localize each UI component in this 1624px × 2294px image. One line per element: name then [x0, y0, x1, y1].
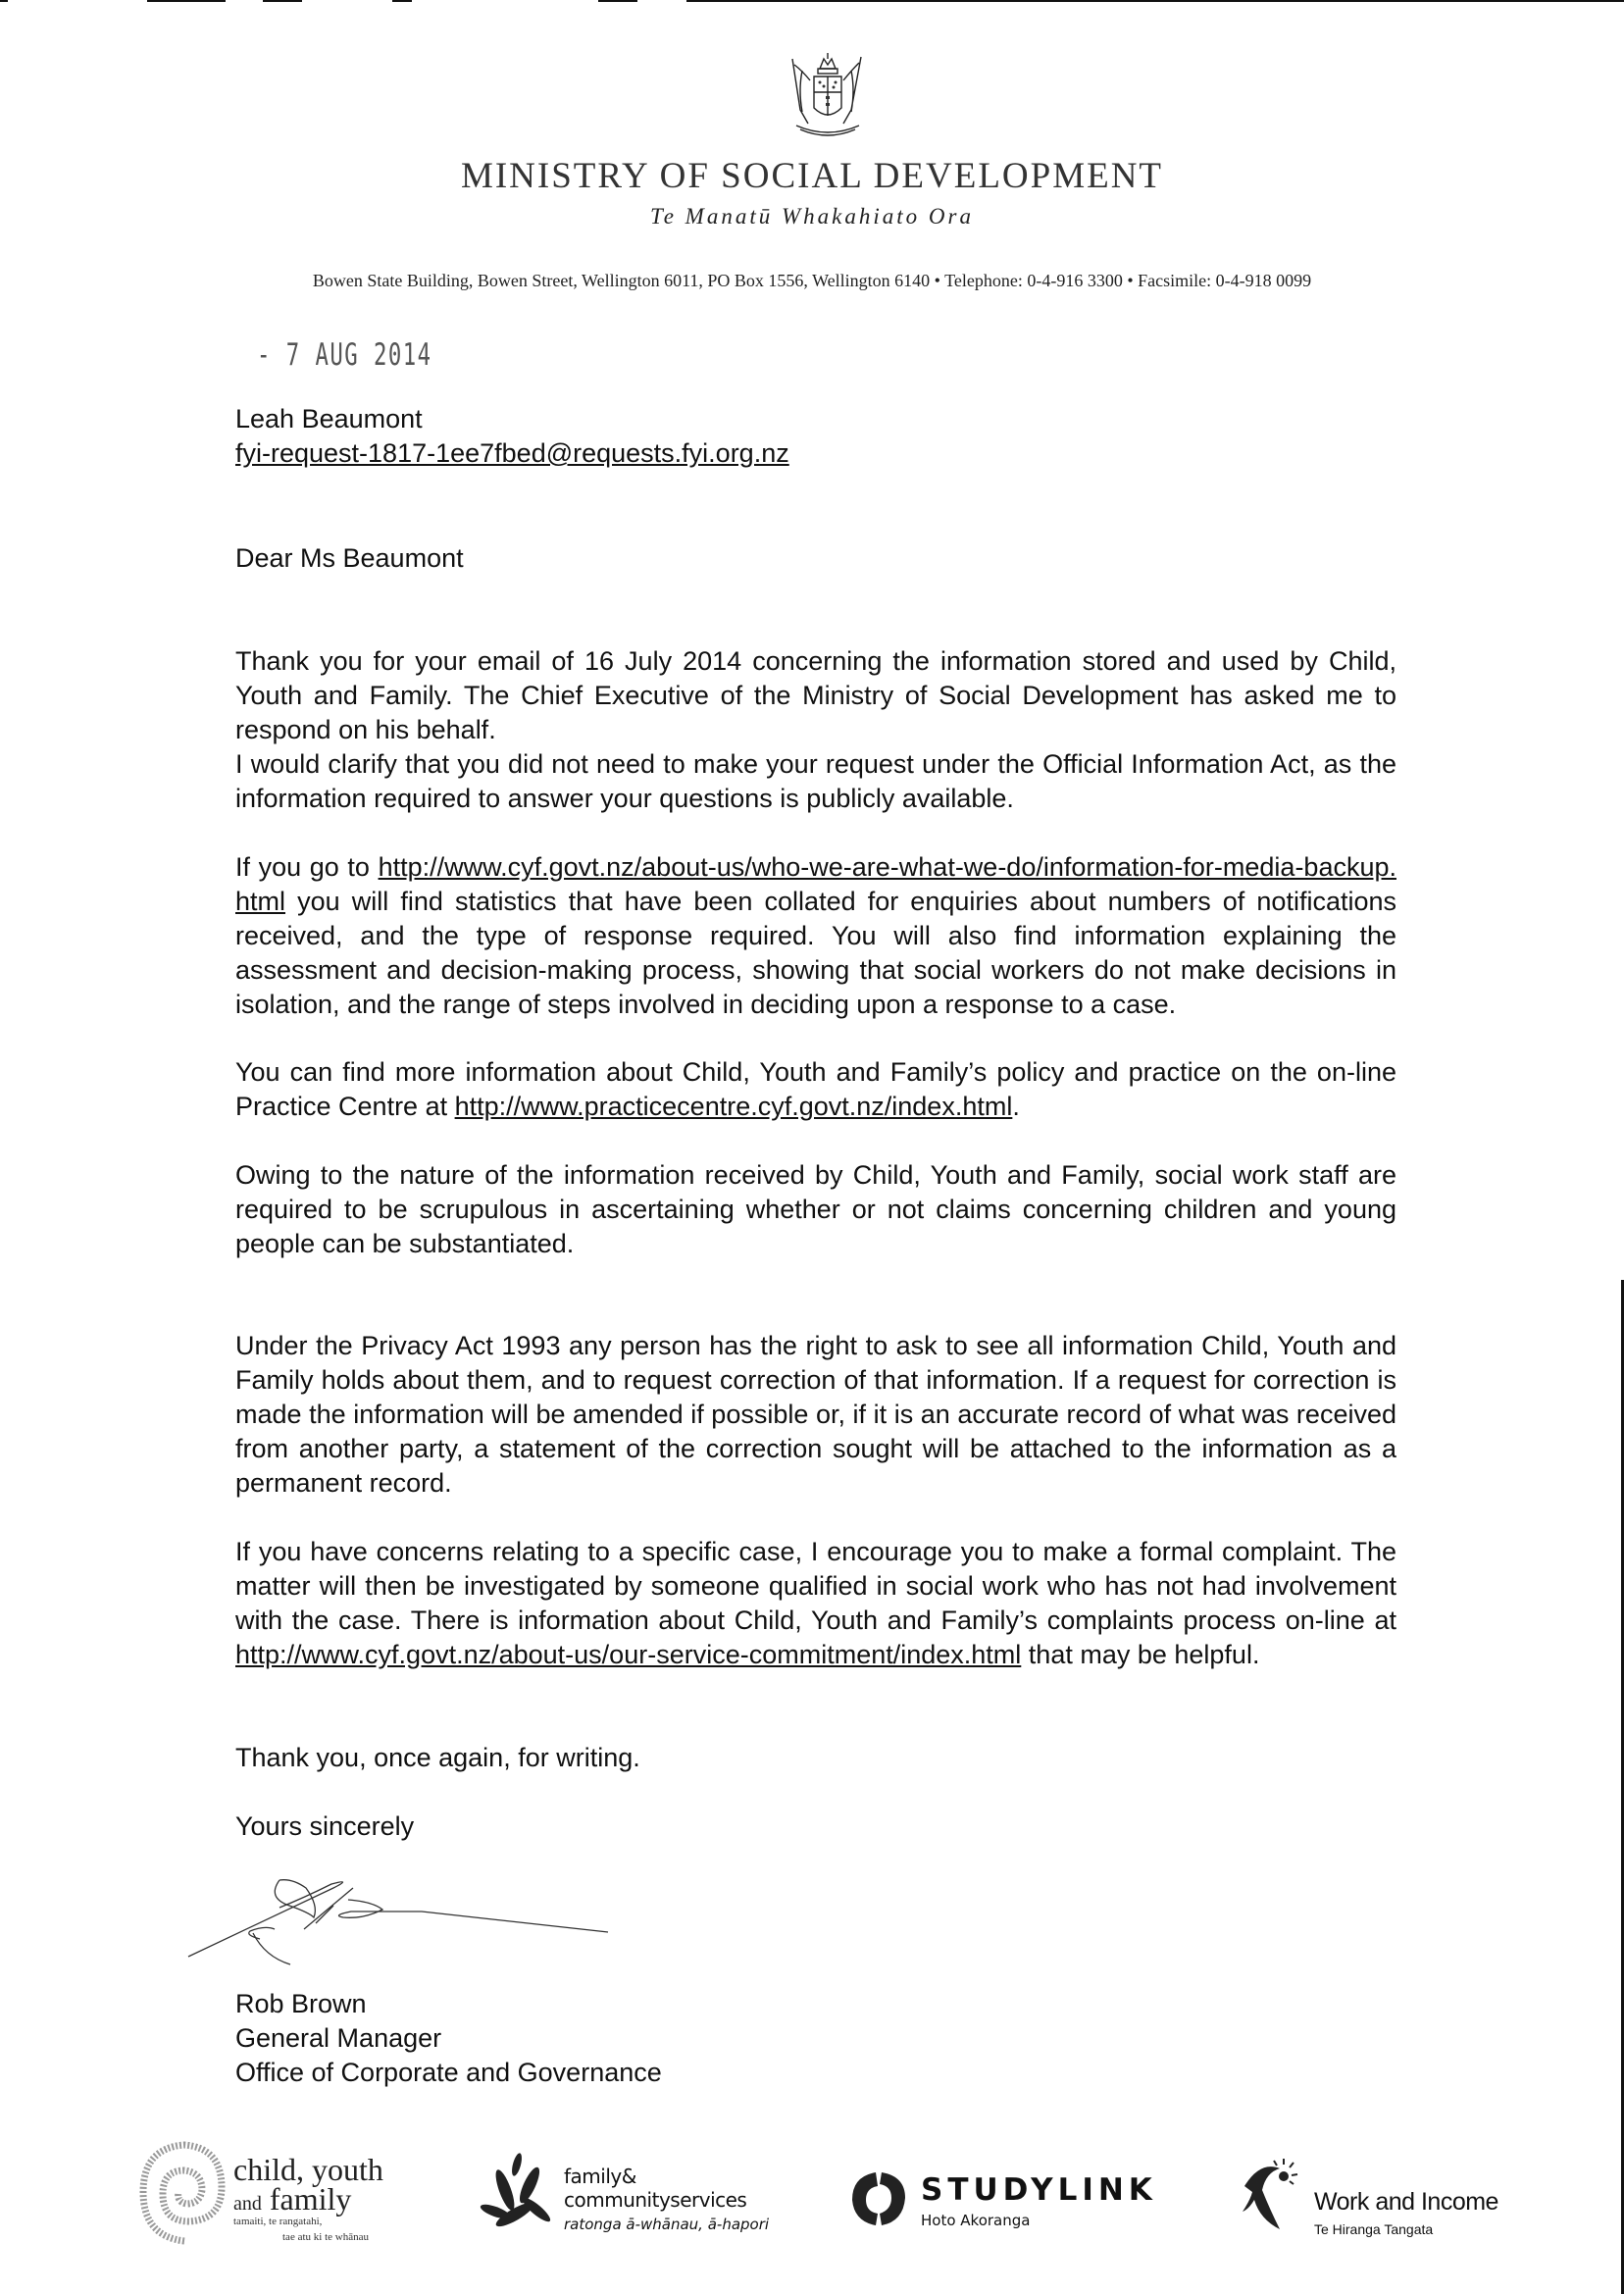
logo-work-and-income — [1241, 2133, 1535, 2261]
date-stamp: - 7 AUG 2014 — [257, 337, 432, 373]
logo-family-community-services — [476, 2133, 789, 2261]
service-commitment-link[interactable]: http://www.cyf.govt.nz/about-us/our-service-commitment/index.html — [235, 1640, 1022, 1669]
recipient-name: Leah Beaumont — [235, 404, 423, 433]
signatory-block — [235, 1987, 1396, 2090]
studylink-swirl-icon — [848, 2168, 909, 2229]
work-income-figure-icon — [1241, 2151, 1309, 2239]
paragraph-substantiation: Owing to the nature of the information received by Child, Youth and Family, social work staff are required to be scrupulous in ascertaining whether or not claims concerning children and young people can be substantiated. — [235, 1160, 1396, 1258]
logo-child-youth-family: child, youth and family tamaiti, te rangatahi, tae atu ki te whānau — [135, 2133, 410, 2261]
paragraph-oia-clarification: I would clarify that you did not need to make your request under the Official Information Act, as the information required to answer your questions is publicly available. — [235, 749, 1396, 813]
signatory-office: Office of Corporate and Governance — [235, 2058, 662, 2087]
cyf-tagline-2: tae atu ki te whānau — [282, 2231, 369, 2243]
organization-maori-name: Te Manatū Whakahiato Ora — [650, 204, 974, 229]
handwritten-signature — [186, 1849, 677, 1976]
paragraph-practice-centre: You can find more information about Child, Youth and Family’s policy and practice on the on-line Practice Centre at http://www.practicecentre.cyf.govt.nz/index.html. — [235, 1057, 1396, 1121]
work-income-name: Work and Income — [1314, 2188, 1498, 2216]
scan-edge-top — [0, 0, 1624, 2]
fcs-line1: family& — [564, 2165, 636, 2188]
recipient-email-link[interactable]: fyi-request-1817-1ee7fbed@requests.fyi.org.nz — [235, 438, 789, 468]
paragraph-complaints: If you have concerns relating to a specific case, I encourage you to make a formal complaint. The matter will then be investigated by someone qualified in social work who has not had involvement with the case. There is information about Child, Youth and Family’s complaints process on-line at http://www.cyf.govt.nz/about-us/our-service-commitment/index.html that may be helpful. — [235, 1537, 1396, 1669]
fcs-line2: communityservices — [564, 2188, 747, 2212]
valediction: Yours sincerely — [235, 1811, 415, 1841]
nz-coat-of-arms-icon — [773, 51, 879, 139]
signatory-name: Rob Brown — [235, 1989, 367, 2018]
recipient-block — [235, 402, 1396, 471]
work-income-sub: Te Hiranga Tangata — [1314, 2221, 1434, 2237]
paragraph-intro: Thank you for your email of 16 July 2014 concerning the information stored and used by Child, Youth and Family. The Chief Executive of the Ministry of Social Development has asked me to respond on his behalf. — [235, 646, 1396, 744]
koru-spiral-icon — [135, 2133, 228, 2251]
cyf-line1: child, youth — [233, 2152, 383, 2187]
organization-address: Bowen State Building, Bowen Street, Wellington 6011, PO Box 1556, Wellington 6140 • Telephone: 0-4-916 3300 • Facsimile: 0-4-918 0099 — [312, 271, 1312, 290]
studylink-sub: Hoto Akoranga — [921, 2212, 1031, 2229]
paragraph-statistics: If you go to http://www.cyf.govt.nz/about-us/who-we-are-what-we-do/information-for-media-backup.html you will find statistics that have been collated for enquiries about numbers of notifications received, and the type of response required. You will also find information explaining the assessment and decision-making process, showing that social workers do not make decisions in isolation, and the range of steps involved in deciding upon a response to a case. — [235, 852, 1396, 1019]
logo-studylink — [848, 2133, 1192, 2261]
closing-thanks: Thank you, once again, for writing. — [235, 1743, 640, 1772]
cyf-media-backup-link[interactable]: http://www.cyf.govt.nz/about-us/who-we-are-what-we-do/information-for-media-backup.html — [235, 852, 1396, 916]
practice-centre-link[interactable]: http://www.practicecentre.cyf.govt.nz/index.html — [454, 1092, 1013, 1121]
salutation: Dear Ms Beaumont — [235, 543, 464, 573]
cyf-tagline-1: tamaiti, te rangatahi, — [233, 2216, 323, 2227]
footer-logos — [0, 2133, 1624, 2261]
paragraph-privacy-act: Under the Privacy Act 1993 any person has the right to ask to see all information Child, Youth and Family holds about them, and to request correction of that information. If a request for correction is made the information will be amended if possible or, if it is an accurate record of what was received from another party, a statement of the correction sought will be attached to the information as a permanent record. — [235, 1331, 1396, 1498]
leaves-icon — [476, 2151, 559, 2249]
signatory-title: General Manager — [235, 2023, 442, 2053]
fcs-line3: ratonga ā-whānau, ā-hapori — [564, 2216, 770, 2233]
studylink-name: STUDYLINK — [921, 2172, 1157, 2208]
organization-name: MINISTRY OF SOCIAL DEVELOPMENT — [460, 156, 1164, 196]
